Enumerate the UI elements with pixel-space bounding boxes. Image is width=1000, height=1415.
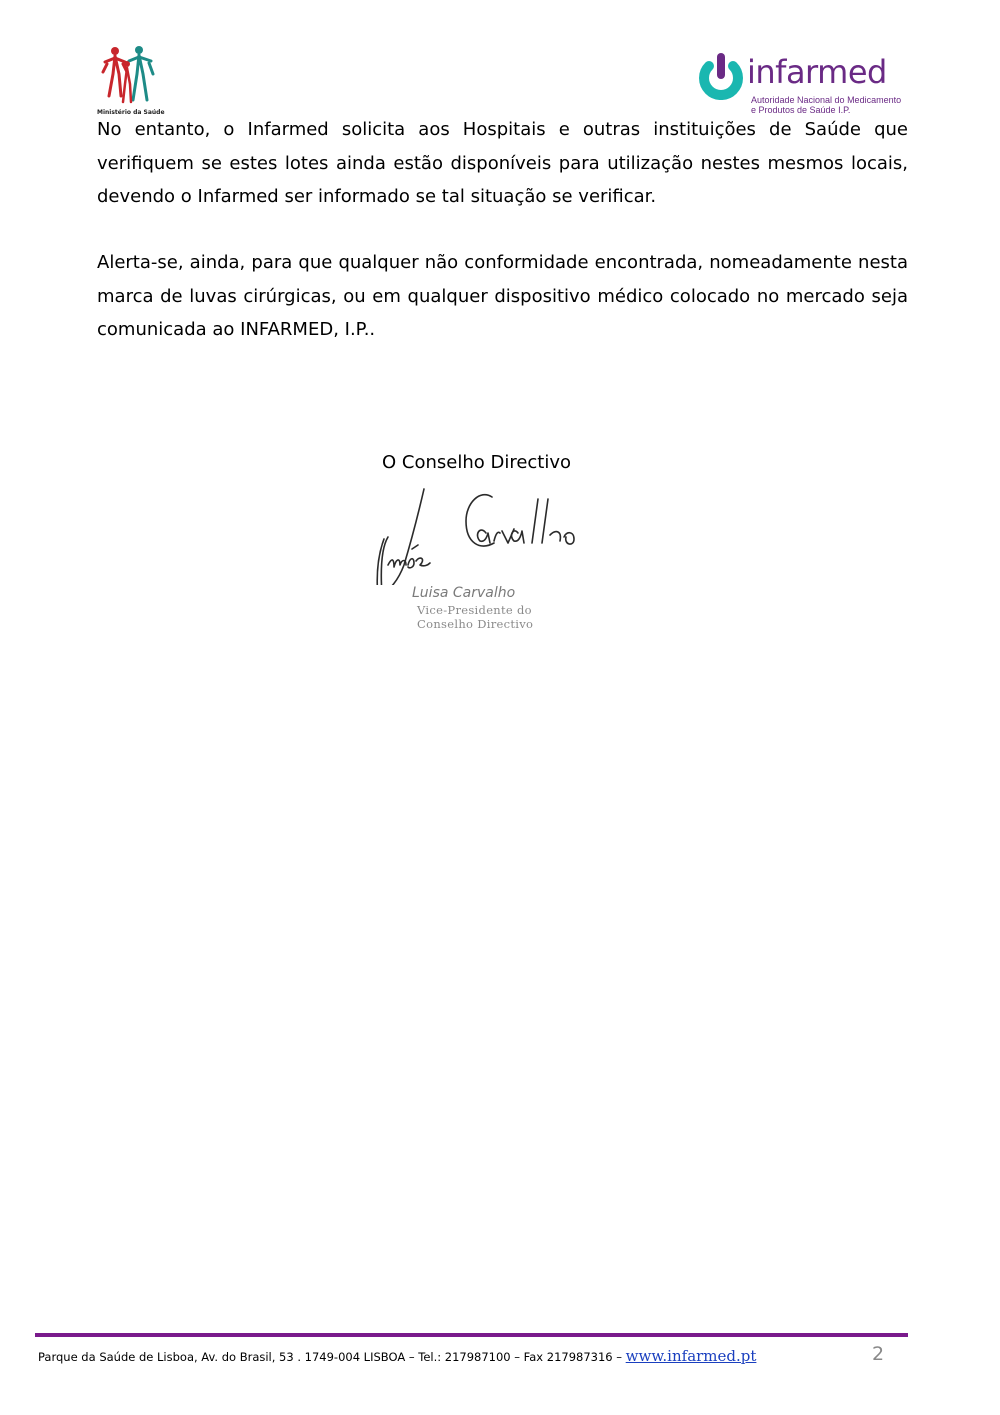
stamp-role-line1: Vice-Presidente do	[417, 603, 532, 617]
paragraph-1: No entanto, o Infarmed solicita aos Hospitais e outras instituições de Saúde que verifiquem se estes lotes ainda estão disponíveis para utilização nestes mesmos locais, devendo o Infarmed ser informado se tal situação se verificar.	[97, 119, 908, 207]
footer-address: Parque da Saúde de Lisboa, Av. do Brasil, 53 . 1749-004 LISBOA – Tel.: 217987100 – Fax 217987316 –	[38, 1350, 626, 1364]
stamp-role-line2: Conselho Directivo	[417, 617, 534, 631]
ministry-of-health-logo	[97, 44, 163, 118]
signature-block	[370, 485, 585, 635]
infarmed-logo	[697, 50, 902, 116]
infarmed-brand-name: infarmed	[747, 53, 887, 91]
infarmed-subtitle-line2: e Produtos de Saúde I.P.	[751, 105, 851, 115]
page-number: 2	[872, 1343, 885, 1365]
footer-website-link[interactable]: www.infarmed.pt	[625, 1347, 757, 1365]
infarmed-power-icon	[697, 52, 745, 100]
infarmed-subtitle-line1: Autoridade Nacional do Medicamento	[751, 95, 902, 105]
handwritten-signature-icon	[370, 485, 585, 585]
footer-rule	[35, 1333, 908, 1337]
closing-line: O Conselho Directivo	[382, 452, 572, 473]
paragraph-2: Alerta-se, ainda, para que qualquer não conformidade encontrada, nomeadamente nesta marca de luvas cirúrgicas, ou em qualquer dispositivo médico colocado no mercado seja comunicada ao INFARMED, I.P..	[97, 252, 908, 340]
stamp-name: Luisa Carvalho	[412, 585, 516, 601]
infarmed-subtitle	[751, 95, 901, 115]
ministry-caption: Ministério da Saúde	[97, 109, 165, 116]
footer-address-line	[38, 1346, 756, 1367]
ministry-figures-icon	[97, 44, 163, 108]
